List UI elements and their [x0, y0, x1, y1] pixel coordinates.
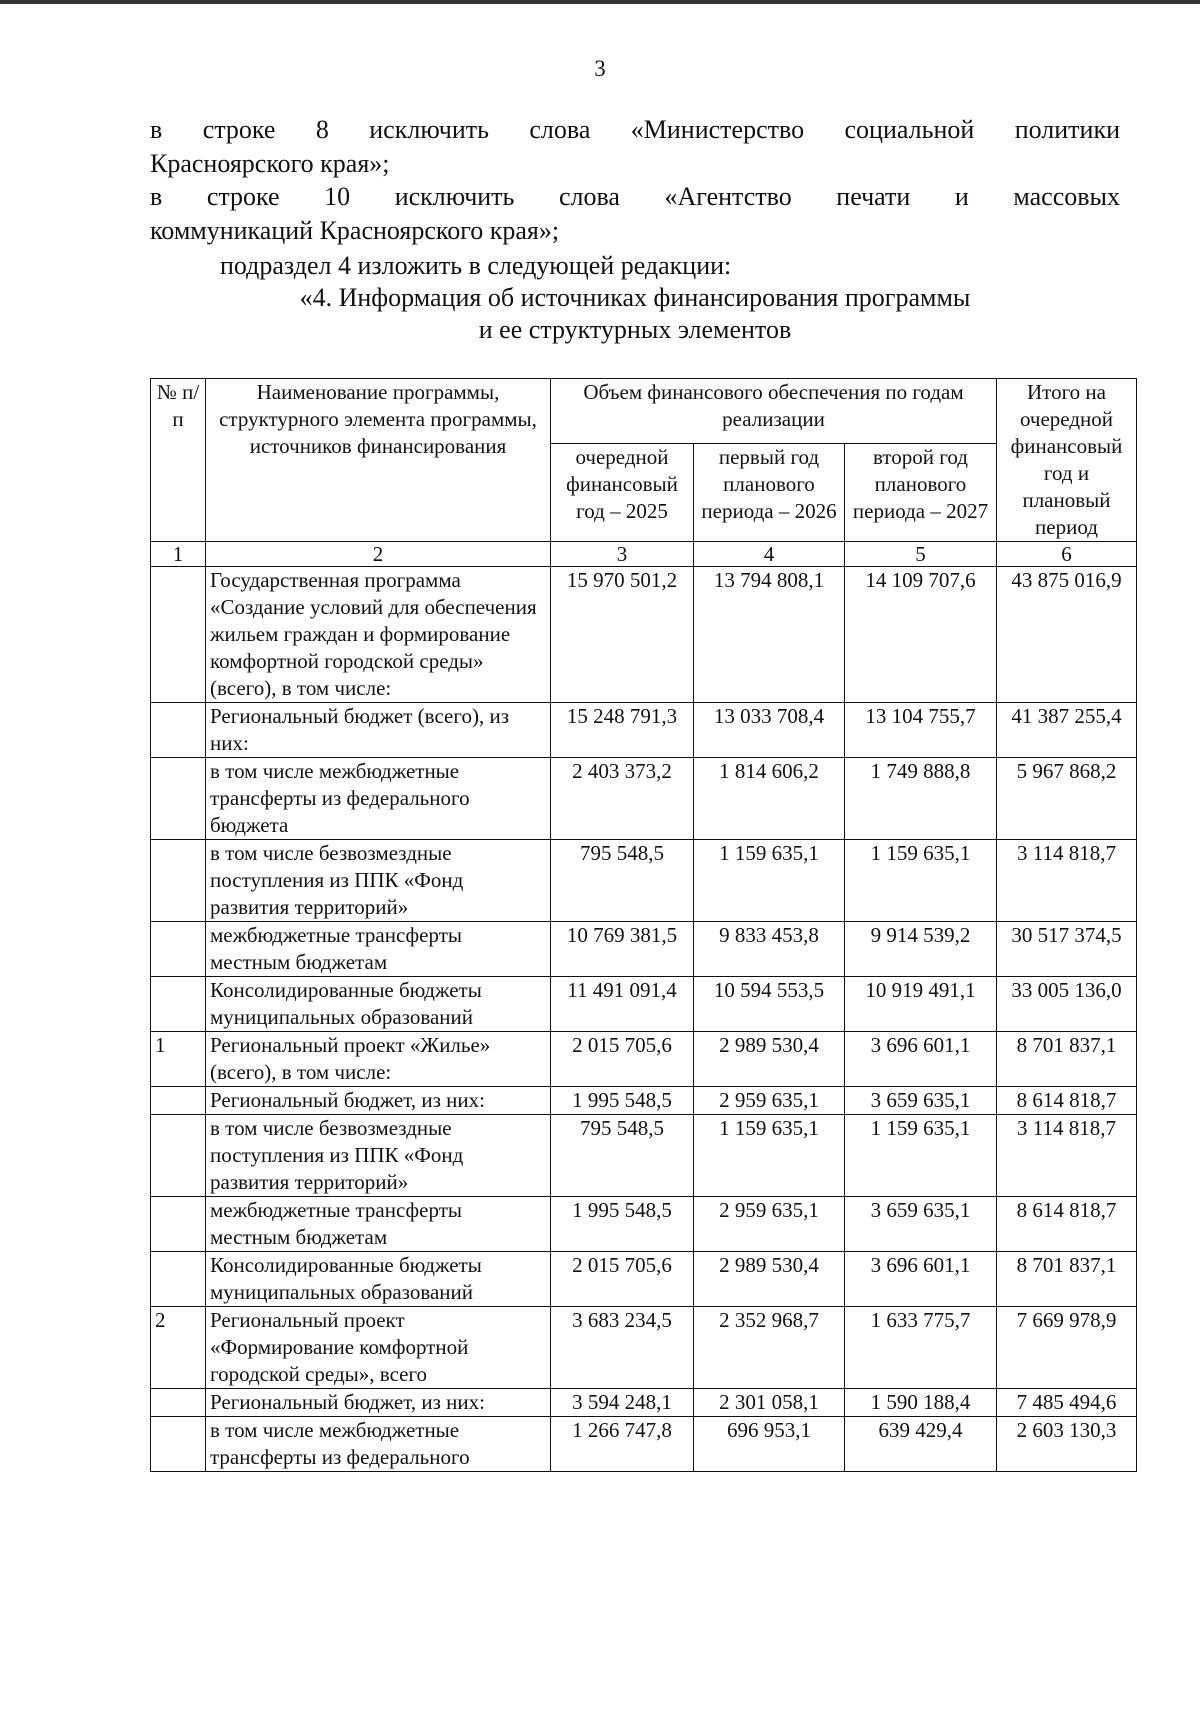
row-name: Региональный бюджет, из них: — [206, 1087, 551, 1115]
header-year-2025: очередной финансовый год – 2025 — [551, 444, 694, 542]
value-total: 30 517 374,5 — [997, 922, 1137, 977]
row-name: в том числе межбюджетные трансферты из федерального — [206, 1417, 551, 1472]
row-number — [151, 1417, 206, 1472]
row-name: Консолидированные бюджеты муниципальных образований — [206, 1252, 551, 1307]
value-2027: 13 104 755,7 — [845, 703, 997, 758]
value-2026: 2 352 968,7 — [694, 1307, 845, 1389]
row-number — [151, 1087, 206, 1115]
value-total: 43 875 016,9 — [997, 567, 1137, 703]
value-2025: 1 995 548,5 — [551, 1087, 694, 1115]
value-2025: 2 015 705,6 — [551, 1032, 694, 1087]
table-row — [151, 567, 1137, 703]
value-2026: 13 033 708,4 — [694, 703, 845, 758]
value-2027: 3 696 601,1 — [845, 1032, 997, 1087]
row-number — [151, 1115, 206, 1197]
value-total: 33 005 136,0 — [997, 977, 1137, 1032]
row-number — [151, 977, 206, 1032]
value-total: 3 114 818,7 — [997, 840, 1137, 922]
value-2027: 14 109 707,6 — [845, 567, 997, 703]
value-2026: 2 959 635,1 — [694, 1197, 845, 1252]
row-number — [151, 1252, 206, 1307]
row-name: межбюджетные трансферты местным бюджетам — [206, 1197, 551, 1252]
value-total: 41 387 255,4 — [997, 703, 1137, 758]
value-2025: 10 769 381,5 — [551, 922, 694, 977]
row-number — [151, 922, 206, 977]
row-name: Региональный проект «Жилье» (всего), в том числе: — [206, 1032, 551, 1087]
value-2027: 3 696 601,1 — [845, 1252, 997, 1307]
table-row — [151, 977, 1137, 1032]
header-volume: Объем финансового обеспечения по годам реализации — [551, 379, 997, 444]
value-2027: 639 429,4 — [845, 1417, 997, 1472]
column-number-row — [151, 542, 1137, 567]
value-2027: 3 659 635,1 — [845, 1197, 997, 1252]
header-year-2027: второй год планового периода – 2027 — [845, 444, 997, 542]
table-row — [151, 1307, 1137, 1389]
paragraph-3: подраздел 4 изложить в следующей редакции: — [220, 251, 732, 280]
column-number: 2 — [206, 542, 551, 567]
column-number: 4 — [694, 542, 845, 567]
row-number — [151, 703, 206, 758]
section-heading-line-1: «4. Информация об источниках финансирования программы — [299, 283, 971, 312]
value-2026: 9 833 453,8 — [694, 922, 845, 977]
table-row — [151, 1197, 1137, 1252]
value-2027: 1 159 635,1 — [845, 840, 997, 922]
row-number: 1 — [151, 1032, 206, 1087]
value-2026: 2 959 635,1 — [694, 1087, 845, 1115]
column-number: 5 — [845, 542, 997, 567]
paragraph-2-line-1: в строке 10 исключить слова «Агентство печати и массовых — [150, 182, 1120, 211]
header-number: № п/п — [151, 379, 206, 542]
value-total: 3 114 818,7 — [997, 1115, 1137, 1197]
value-2025: 795 548,5 — [551, 840, 694, 922]
table-row — [151, 840, 1137, 922]
section-heading-line-2: и ее структурных элементов — [478, 315, 792, 344]
value-2026: 2 301 058,1 — [694, 1389, 845, 1417]
row-name: Региональный бюджет (всего), из них: — [206, 703, 551, 758]
header-name: Наименование программы, структурного элемента программы, источников финансирования — [206, 379, 551, 542]
value-2025: 2 403 373,2 — [551, 758, 694, 840]
value-total: 8 614 818,7 — [997, 1087, 1137, 1115]
value-2025: 1 995 548,5 — [551, 1197, 694, 1252]
value-2027: 1 633 775,7 — [845, 1307, 997, 1389]
table-row — [151, 703, 1137, 758]
row-number — [151, 1197, 206, 1252]
header-row-1 — [151, 379, 1137, 444]
row-name: в том числе межбюджетные трансферты из федерального бюджета — [206, 758, 551, 840]
value-total: 7 669 978,9 — [997, 1307, 1137, 1389]
paragraph-1-line-2: Красноярского края»; — [150, 149, 390, 178]
value-2026: 696 953,1 — [694, 1417, 845, 1472]
value-total: 2 603 130,3 — [997, 1417, 1137, 1472]
value-2025: 795 548,5 — [551, 1115, 694, 1197]
value-2026: 2 989 530,4 — [694, 1032, 845, 1087]
page-top-edge — [0, 0, 1200, 4]
table-row — [151, 1115, 1137, 1197]
value-2027: 1 590 188,4 — [845, 1389, 997, 1417]
row-name: в том числе безвозмездные поступления из ППК «Фонд развития территорий» — [206, 1115, 551, 1197]
row-name: Региональный бюджет, из них: — [206, 1389, 551, 1417]
column-number: 3 — [551, 542, 694, 567]
value-total: 8 614 818,7 — [997, 1197, 1137, 1252]
row-number — [151, 840, 206, 922]
table-row — [151, 758, 1137, 840]
row-name: Региональный проект «Формирование комфортной городской среды», всего — [206, 1307, 551, 1389]
value-2025: 1 266 747,8 — [551, 1417, 694, 1472]
financing-table — [150, 378, 1137, 1472]
row-number — [151, 567, 206, 703]
value-2025: 3 594 248,1 — [551, 1389, 694, 1417]
value-2025: 3 683 234,5 — [551, 1307, 694, 1389]
column-number: 6 — [997, 542, 1137, 567]
page-number: 3 — [594, 56, 606, 81]
value-total: 5 967 868,2 — [997, 758, 1137, 840]
table-row — [151, 922, 1137, 977]
row-number — [151, 758, 206, 840]
value-2027: 10 919 491,1 — [845, 977, 997, 1032]
value-2026: 10 594 553,5 — [694, 977, 845, 1032]
row-name: Государственная программа «Создание условий для обеспечения жильем граждан и формирование комфортной городской среды» (всего), в том числе: — [206, 567, 551, 703]
value-2026: 1 814 606,2 — [694, 758, 845, 840]
header-total: Итого на очередной финансовый год и плановый период — [997, 379, 1137, 542]
value-2025: 2 015 705,6 — [551, 1252, 694, 1307]
value-total: 8 701 837,1 — [997, 1252, 1137, 1307]
table-row — [151, 1389, 1137, 1417]
value-2026: 2 989 530,4 — [694, 1252, 845, 1307]
value-2027: 3 659 635,1 — [845, 1087, 997, 1115]
paragraph-1-line-1: в строке 8 исключить слова «Министерство социальной политики — [150, 115, 1120, 144]
value-total: 8 701 837,1 — [997, 1032, 1137, 1087]
table-body — [151, 567, 1137, 1472]
header-year-2026: первый год планового периода – 2026 — [694, 444, 845, 542]
column-number: 1 — [151, 542, 206, 567]
value-2025: 15 248 791,3 — [551, 703, 694, 758]
value-2027: 1 159 635,1 — [845, 1115, 997, 1197]
value-2026: 13 794 808,1 — [694, 567, 845, 703]
row-name: межбюджетные трансферты местным бюджетам — [206, 922, 551, 977]
value-2025: 15 970 501,2 — [551, 567, 694, 703]
value-total: 7 485 494,6 — [997, 1389, 1137, 1417]
value-2025: 11 491 091,4 — [551, 977, 694, 1032]
row-name: Консолидированные бюджеты муниципальных образований — [206, 977, 551, 1032]
table-row — [151, 1252, 1137, 1307]
table-row — [151, 1087, 1137, 1115]
row-number: 2 — [151, 1307, 206, 1389]
value-2027: 1 749 888,8 — [845, 758, 997, 840]
row-number — [151, 1389, 206, 1417]
value-2027: 9 914 539,2 — [845, 922, 997, 977]
table-row — [151, 1417, 1137, 1472]
row-name: в том числе безвозмездные поступления из ППК «Фонд развития территорий» — [206, 840, 551, 922]
value-2026: 1 159 635,1 — [694, 1115, 845, 1197]
table-row — [151, 1032, 1137, 1087]
value-2026: 1 159 635,1 — [694, 840, 845, 922]
paragraph-2-line-2: коммуникаций Красноярского края»; — [150, 216, 560, 245]
